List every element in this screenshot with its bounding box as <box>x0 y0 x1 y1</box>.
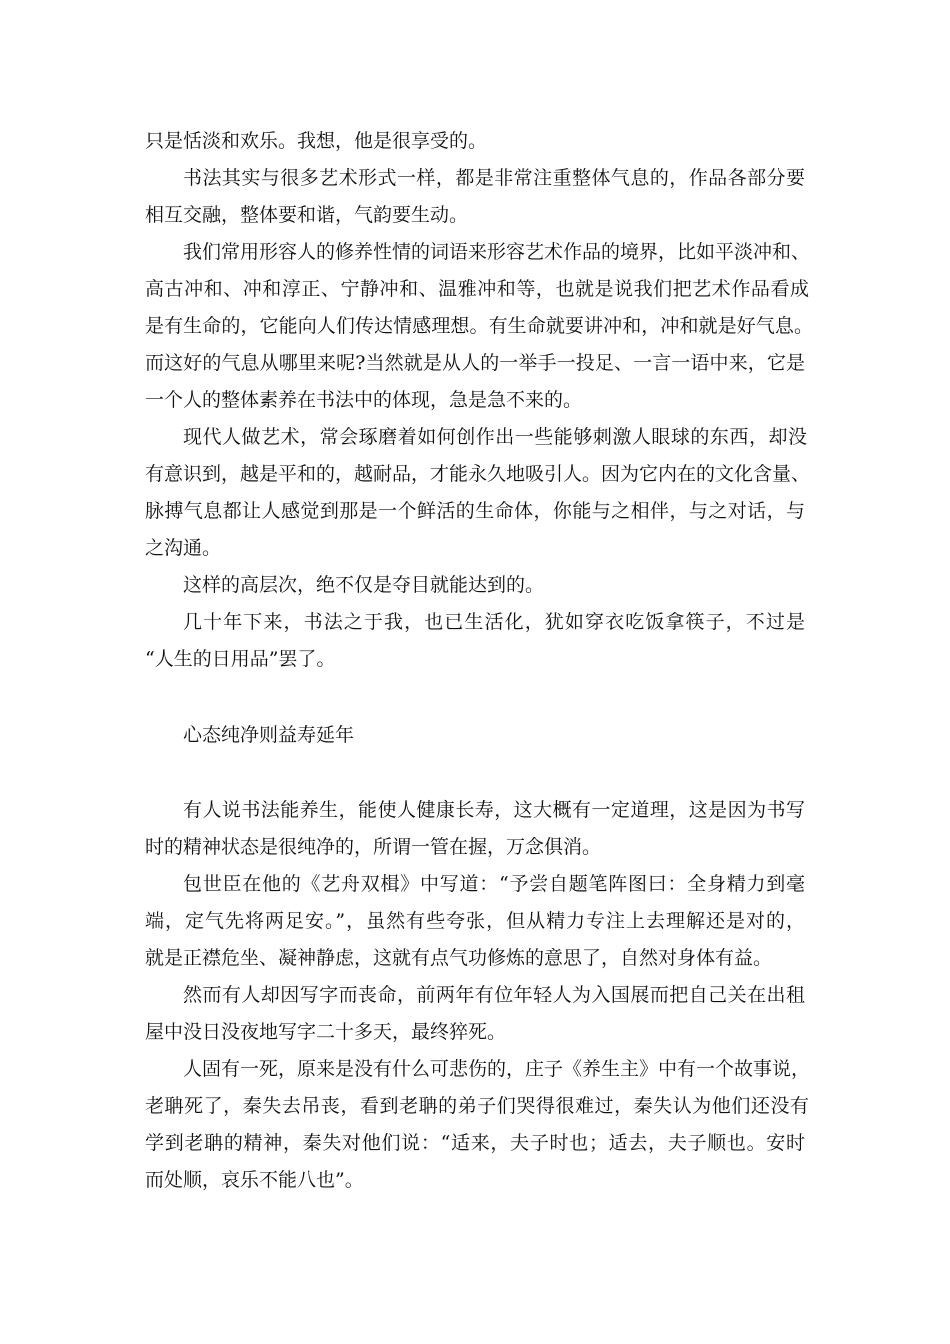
paragraph-line: 屋中没日没夜地写字二十多天，最终猝死。 <box>145 1021 507 1043</box>
paragraph-line: 只是恬淡和欢乐。我想，他是很享受的。 <box>145 130 488 152</box>
paragraph-line: 相互交融，整体要和谐，气韵要生动。 <box>145 204 469 226</box>
paragraph-line: 而处顺，哀乐不能八也”。 <box>145 1169 364 1191</box>
paragraph-line: 然而有人却因写字而丧命，前两年有位年轻人为入国展而把自己关在出租 <box>183 984 805 1006</box>
paragraph-line: 有意识到，越是平和的，越耐品，才能永久地吸引人。因为它内在的文化含量、 <box>145 463 811 485</box>
paragraph-line: 几十年下来，书法之于我，也已生活化，犹如穿衣吃饭拿筷子，不过是 <box>183 611 805 633</box>
paragraph-line: 人固有一死，原来是没有什么可悲伤的，庄子《养生主》中有一个故事说， <box>183 1058 811 1080</box>
paragraph-line: 一个人的整体素养在书法中的体现，急是急不来的。 <box>145 389 583 411</box>
paragraph-line: 我们常用形容人的修养性情的词语来形容艺术作品的境界，比如平淡冲和、 <box>183 241 811 263</box>
paragraph-line: 是有生命的，它能向人们传达情感理想。有生命就要讲冲和，冲和就是好气息。 <box>145 315 813 337</box>
paragraph-line: 学到老聃的精神，秦失对他们说：“适来，夫子时也；适去，夫子顺也。安时 <box>145 1132 805 1154</box>
paragraph-line: 包世臣在他的《艺舟双楫》中写道：“予尝自题笔阵图曰：全身精力到毫 <box>183 873 805 895</box>
paragraph-line: 高古冲和、冲和淳正、宁静冲和、温雅冲和等，也就是说我们把艺术作品看成 <box>145 278 809 300</box>
paragraph-line: 有人说书法能养生，能使人健康长寿，这大概有一定道理，这是因为书写 <box>183 799 805 821</box>
paragraph-line: 这样的高层次，绝不仅是夺目就能达到的。 <box>183 574 545 596</box>
section-heading: 心态纯净则益寿延年 <box>183 724 355 746</box>
paragraph-line: 之沟通。 <box>145 537 222 559</box>
paragraph-line: 端，定气先将两足安。”，虽然有些夸张，但从精力专注上去理解还是对的， <box>145 910 805 932</box>
paragraph-line: 现代人做艺术，常会琢磨着如何创作出一些能够刺激人眼球的东西，却没 <box>183 426 807 448</box>
paragraph-line: 就是正襟危坐、凝神静虑，这就有点气功修炼的意思了，自然对身体有益。 <box>145 947 773 969</box>
paragraph-line: “人生的日用品”罢了。 <box>145 648 336 670</box>
paragraph-line: 时的精神状态是很纯净的，所谓一管在握，万念俱消。 <box>145 836 602 858</box>
paragraph-line: 而这好的气息从哪里来呢?当然就是从人的一举手一投足、一言一语中来，它是 <box>145 352 805 374</box>
paragraph-line: 脉搏气息都让人感觉到那是一个鲜活的生命体，你能与之相伴，与之对话，与 <box>145 500 805 522</box>
paragraph-line: 书法其实与很多艺术形式一样，都是非常注重整体气息的，作品各部分要 <box>183 167 805 189</box>
paragraph-line: 老聃死了，秦失去吊丧，看到老聃的弟子们哭得很难过，秦失认为他们还没有 <box>145 1095 809 1117</box>
